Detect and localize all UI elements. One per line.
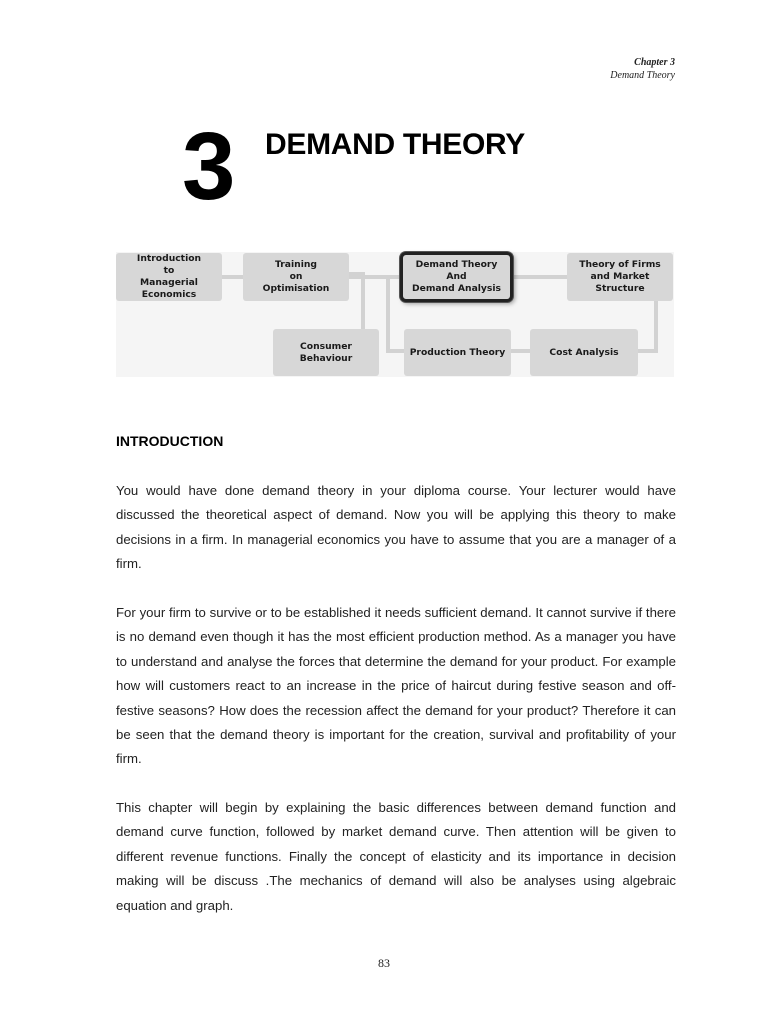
box-cost-analysis: Cost Analysis	[530, 329, 638, 376]
paragraph-2: For your firm to survive or to be established it needs sufficient demand. It cannot survive if there is no demand even though it has the most efficient production method. As a manager you have to understand and analyse the forces that determine the demand for your product. For example how will customers react to an increase in the price of haircut during festive season and off-festive seasons? How does the recession affect the demand for your product? Therefore it can be seen that the demand theory is important for the creation, survival and profitability of your firm.	[116, 605, 676, 767]
running-header	[610, 56, 675, 82]
box-production-theory: Production Theory	[404, 329, 511, 376]
paragraph-1: You would have done demand theory in your diploma course. Your lecturer would have discussed the theoretical aspect of demand. Now you will be applying this theory to make decisions in a firm. In managerial economics you have to assume that you are a manager of a firm.	[116, 483, 676, 572]
paragraph-3: This chapter will begin by explaining the basic differences between demand function and demand curve function, followed by market demand curve. Then attention will be given to different revenue functions. Finally the concept of elasticity and its importance in decision making will be discuss .The mechanics of demand will also be analyses using algebraic equation and graph.	[116, 800, 676, 913]
box-consumer-behaviour: Consumer Behaviour	[273, 329, 379, 376]
box-training: Training on Optimisation	[243, 253, 349, 301]
chapter-title: DEMAND THEORY	[265, 128, 525, 161]
chapter-roadmap-diagram	[116, 252, 674, 377]
section-heading-introduction: INTRODUCTION	[116, 433, 224, 449]
connector-firms-cost	[638, 298, 656, 351]
page-number: 83	[378, 956, 390, 970]
box-introduction: Introduction to Managerial Economics	[116, 253, 222, 301]
header-subtitle: Demand Theory	[610, 70, 675, 81]
chapter-number: 3	[182, 113, 236, 220]
box-demand-theory: Demand Theory And Demand Analysis	[400, 252, 513, 302]
box-theory-of-firms: Theory of Firms and Market Structure	[567, 253, 673, 301]
header-chapter: Chapter 3	[634, 57, 675, 68]
